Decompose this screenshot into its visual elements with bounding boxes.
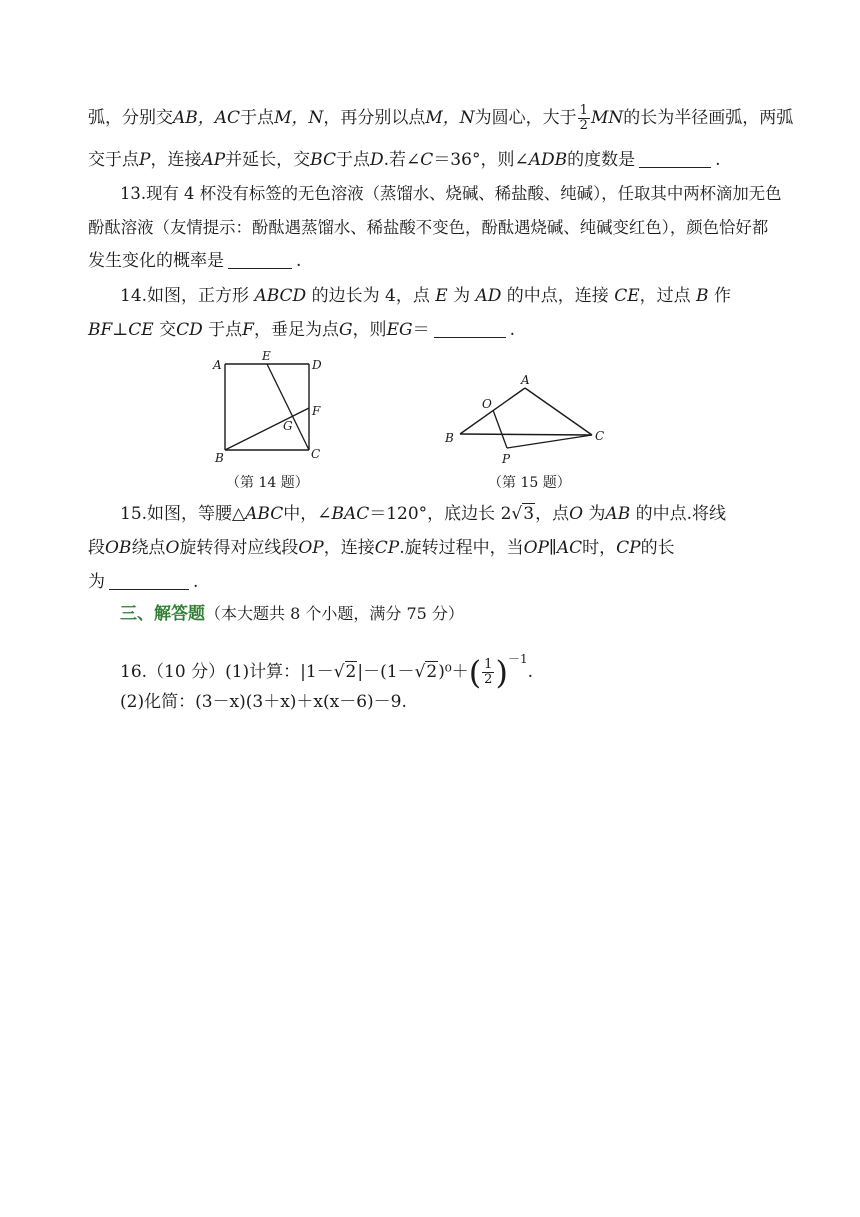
segment-cp — [507, 435, 592, 448]
text: )⁰＋ — [438, 662, 469, 682]
text: ⊥ — [112, 320, 129, 340]
text: M，N — [425, 108, 475, 128]
text: 的度数是 — [567, 150, 636, 170]
problem-12-line-2 — [88, 146, 828, 174]
text: ADB — [528, 150, 568, 170]
text: 为 — [453, 286, 471, 306]
figure-15-triangle-diagram — [440, 372, 620, 468]
label-p: P — [502, 452, 511, 466]
text: 绕点 — [131, 538, 166, 558]
text: AP — [201, 150, 226, 170]
text: ，连接 — [150, 150, 202, 170]
text: . — [509, 320, 515, 340]
text: 的中点.将线 — [635, 504, 727, 524]
text: CP — [374, 538, 400, 558]
text: 的中点，连接 — [506, 286, 609, 306]
text: CP — [616, 538, 641, 558]
answer-blank-14[interactable] — [434, 319, 506, 338]
text: 时， — [582, 538, 617, 558]
segment-op — [493, 410, 507, 448]
figure-15-caption: （第 15 题） — [488, 475, 571, 491]
figure-14-caption: （第 14 题） — [226, 475, 309, 491]
text: AB — [605, 504, 631, 524]
text: F — [242, 320, 254, 340]
text: 作 — [713, 286, 731, 306]
text: ，再分别以点 — [323, 108, 426, 128]
text: (2)化简：(3－x)(3＋x)＋x(x－6)－9. — [120, 692, 407, 712]
problem-13-line-3 — [88, 247, 828, 275]
fraction-numerator: 1 — [579, 103, 588, 118]
text: AC — [556, 538, 583, 558]
text: .若∠ — [383, 150, 421, 170]
fraction-half — [578, 104, 590, 133]
right-paren: ) — [495, 653, 508, 692]
side-ab — [460, 388, 525, 434]
text: 中，∠ — [283, 504, 332, 524]
segment-bf — [225, 408, 309, 450]
sqrt-symbol: √ — [333, 662, 345, 682]
problem-16-part-2 — [120, 688, 828, 716]
text: 16.（10 分）(1)计算：|1－ — [120, 662, 334, 682]
text: OP — [523, 538, 550, 558]
label-o: O — [482, 397, 492, 411]
section-3-header — [120, 600, 828, 628]
text: 于点 — [208, 320, 243, 340]
text: ，垂足为点 — [253, 320, 339, 340]
problem-15-line-1 — [120, 500, 828, 528]
text: AB，AC — [173, 108, 241, 128]
label-e: E — [262, 350, 271, 363]
text: ∥ — [549, 538, 557, 558]
text: |－(1－ — [357, 662, 415, 682]
problem-13-line-2 — [88, 214, 828, 242]
text: . — [296, 251, 302, 271]
sqrt-radicand: 3 — [523, 504, 535, 524]
text: BC — [310, 150, 336, 170]
text: ABCD — [254, 286, 307, 306]
sqrt-symbol: √ — [414, 662, 426, 682]
text: C — [420, 150, 434, 170]
label-g: G — [283, 419, 293, 433]
label-b: B — [215, 451, 224, 465]
text: ，过点 — [639, 286, 691, 306]
section-title: 三、解答题 — [120, 604, 205, 624]
text: . — [527, 662, 533, 682]
label-a: A — [521, 373, 530, 387]
side-ac — [525, 388, 592, 435]
text: D — [370, 150, 384, 170]
text: .旋转过程中，当 — [399, 538, 524, 558]
side-bc — [460, 434, 592, 435]
text: OB — [105, 538, 132, 558]
exponent: －1 — [507, 652, 528, 666]
text: 于点 — [240, 108, 275, 128]
text: 13.现有 4 杯没有标签的无色溶液（蒸馏水、烧碱、稀盐酸、纯碱），任取其中两杯滴加无色 — [120, 184, 782, 203]
text: ，连接 — [323, 538, 375, 558]
fraction-denominator: 2 — [484, 672, 493, 687]
problem-12-line-1 — [88, 104, 828, 133]
text: 的边长为 4，点 — [311, 286, 430, 306]
problem-15-line-2 — [88, 534, 828, 562]
problem-14-line-2 — [88, 316, 828, 344]
text: 于点 — [336, 150, 370, 170]
text: OP — [298, 538, 324, 558]
figure-14-square-diagram — [205, 350, 335, 468]
label-c: C — [311, 447, 321, 461]
answer-blank-13[interactable] — [228, 250, 292, 269]
text: ＝120°，底边长 2 — [369, 504, 512, 524]
fraction-denominator: 2 — [579, 118, 588, 133]
text: 15.如图，等腰△ — [120, 504, 246, 524]
sqrt-symbol: √ — [511, 504, 523, 524]
answer-blank-15[interactable] — [109, 571, 189, 590]
problem-15-line-3 — [88, 568, 828, 596]
problem-13-line-1 — [120, 180, 828, 208]
text: 交 — [159, 320, 177, 340]
text: BF — [88, 320, 113, 340]
text: G — [338, 320, 353, 340]
sqrt-radicand: 2 — [345, 662, 357, 682]
answer-blank-12[interactable] — [639, 149, 711, 168]
label-b: B — [445, 431, 454, 445]
text: ABC — [245, 504, 284, 524]
text: M，N — [274, 108, 324, 128]
text: . — [715, 150, 721, 170]
problem-14-line-1 — [120, 282, 828, 310]
text: . — [193, 572, 199, 592]
text: EG — [386, 320, 413, 340]
text: AD — [475, 286, 502, 306]
text: O — [165, 538, 180, 558]
text: O — [569, 504, 584, 524]
label-a: A — [213, 358, 222, 372]
text: 段 — [88, 538, 105, 558]
text: CD — [176, 320, 203, 340]
text: ＝36°，则∠ — [433, 150, 529, 170]
label-f: F — [312, 404, 321, 418]
label-c: C — [595, 429, 605, 443]
segment-ce — [267, 364, 309, 450]
text: 交于点 — [88, 150, 139, 170]
text: 并延长，交 — [225, 150, 311, 170]
text: ，则 — [352, 320, 387, 340]
label-d: D — [312, 358, 322, 372]
problem-16-part-1 — [120, 645, 828, 692]
text: 弧，分别交 — [88, 108, 173, 128]
text: BAC — [331, 504, 370, 524]
section-subtitle: （本大题共 8 个小题，满分 75 分） — [205, 604, 464, 623]
text: 为 — [588, 504, 606, 524]
text: 旋转得对应线段 — [179, 538, 299, 558]
text: CE — [614, 286, 640, 306]
text: 为 — [88, 572, 105, 592]
text: E — [435, 286, 448, 306]
text: P — [139, 150, 151, 170]
text: 的长 — [640, 538, 675, 558]
sqrt-radicand: 2 — [426, 662, 438, 682]
text: 为圆心，大于 — [474, 108, 577, 128]
text: 的长为半径画弧，两弧 — [623, 108, 794, 128]
text: B — [696, 286, 709, 306]
text: 酚酞溶液（友情提示：酚酞遇蒸馏水、稀盐酸不变色，酚酞遇烧碱、纯碱变红色），颜色恰好都 — [88, 218, 769, 237]
text: 14.如图，正方形 — [120, 286, 250, 306]
fraction-numerator: 1 — [484, 657, 493, 672]
text: ＝ — [412, 320, 430, 340]
left-paren: ( — [468, 653, 482, 692]
fraction-half — [482, 658, 494, 687]
text: ，点 — [535, 504, 570, 524]
text: 发生变化的概率是 — [88, 251, 224, 271]
text: MN — [590, 108, 624, 128]
text: CE — [128, 320, 154, 340]
